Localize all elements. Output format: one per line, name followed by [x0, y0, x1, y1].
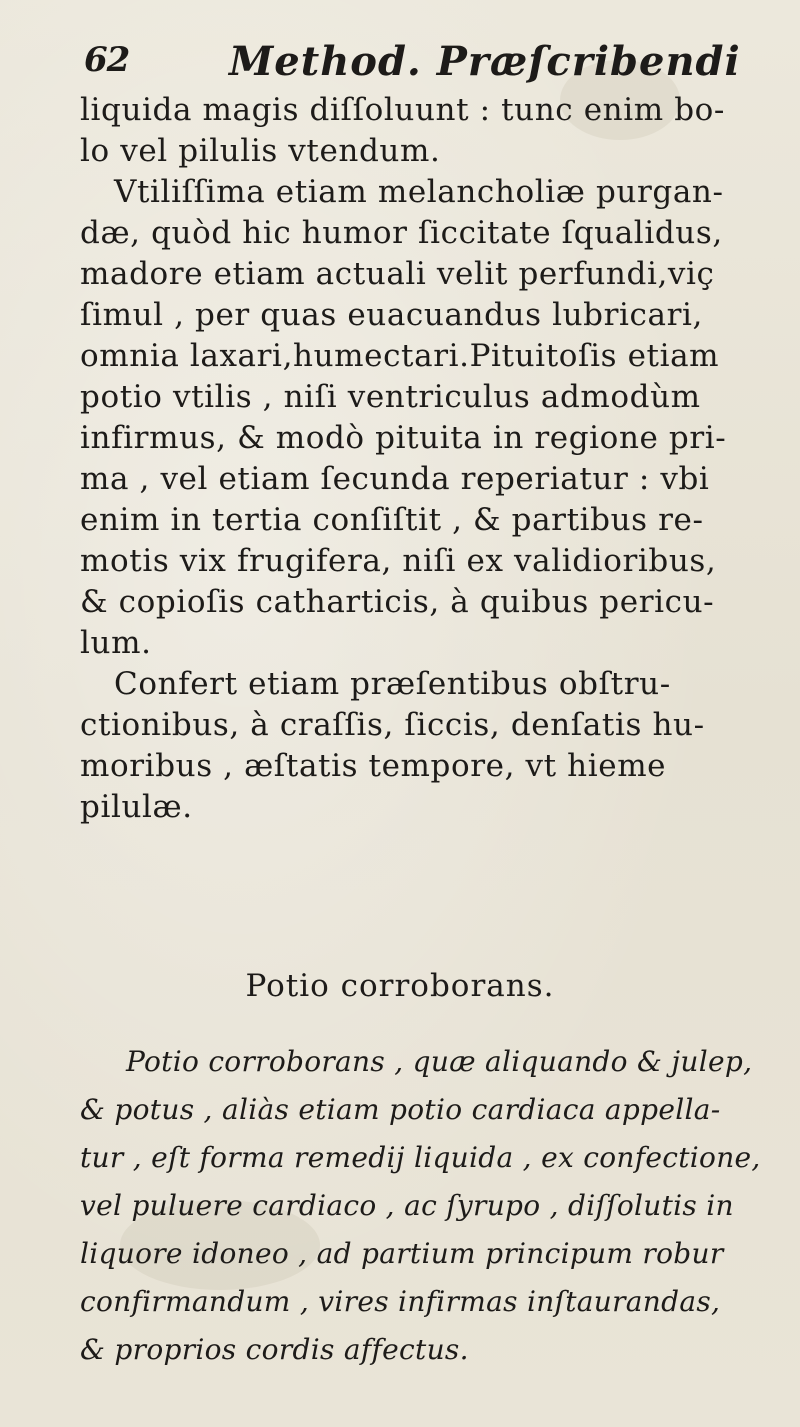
text-line: & copioſis catharticis, à quibus pericu- [80, 584, 715, 620]
body-text [80, 90, 770, 828]
italic-line: & proprios cordis affectus. [80, 1333, 469, 1366]
italic-line: vel puluere cardiaco , ac ſyrupo , diſſolutis in [80, 1189, 734, 1222]
italic-line: & potus , aliàs etiam potio cardiaca appella- [80, 1093, 721, 1126]
italic-paragraph [80, 1038, 780, 1374]
page-number: 62 [84, 40, 130, 80]
text-line: infirmus, & modò pituita in regione pri- [80, 420, 727, 456]
italic-line: Potio corroborans , quæ aliquando & julep, [126, 1045, 753, 1078]
text-line: madore etiam actuali velit perfundi,viç [80, 256, 715, 292]
text-line: lo vel pilulis vtendum. [80, 133, 441, 169]
text-line: enim in tertia conſiſtit , & partibus re- [80, 502, 704, 538]
italic-line: liquore idoneo , ad partium principum robur [80, 1237, 724, 1270]
text-line: lum. [80, 625, 152, 661]
text-line: pilulæ. [80, 789, 193, 825]
page-header [84, 38, 784, 88]
running-title: Method. Præſcribendi [229, 38, 741, 85]
italic-line: tur , eſt forma remedij liquida , ex confectione, [80, 1141, 761, 1174]
section-heading: Potio corroborans. [245, 968, 555, 1004]
text-line: potio vtilis , niſi ventriculus admodùm [80, 379, 701, 415]
text-line: omnia laxari,humectari.Pituitoſis etiam [80, 338, 720, 374]
italic-line: confirmandum , vires infirmas inſtaurandas, [80, 1285, 721, 1318]
text-line: ma , vel etiam ſecunda reperiatur : vbi [80, 461, 710, 497]
text-line: liquida magis diſſoluunt : tunc enim bo- [80, 92, 725, 128]
text-line: Confert etiam præſentibus obſtru- [114, 666, 671, 702]
text-line: moribus , æſtatis tempore, vt hieme [80, 748, 667, 784]
text-line: motis vix frugifera, niſi ex validioribus, [80, 543, 717, 579]
text-line: Vtiliſſima etiam melancholiæ purgan- [114, 174, 724, 210]
text-line: ſimul , per quas euacuandus lubricari, [80, 297, 703, 333]
text-line: dæ, quòd hic humor ſiccitate ſqualidus, [80, 215, 723, 251]
text-line: ctionibus, à craſſis, ſiccis, denſatis hu- [80, 707, 705, 743]
